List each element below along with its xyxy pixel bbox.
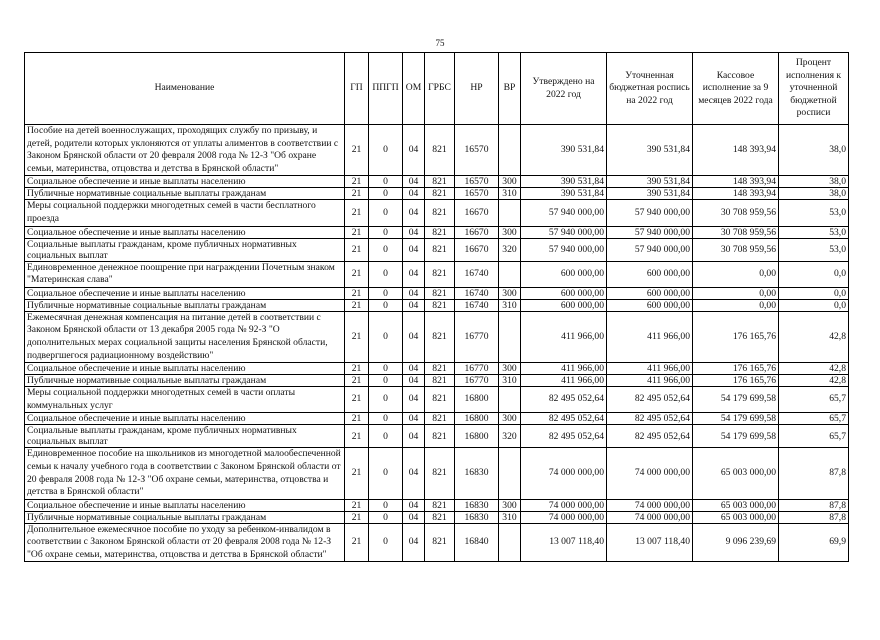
cell-ppgp: 0 (369, 200, 403, 226)
cell-vr: 300 (499, 363, 521, 375)
cell-ppgp: 0 (369, 413, 403, 425)
cell-refined: 390 531,84 (607, 188, 693, 200)
cell-ppgp: 0 (369, 387, 403, 413)
cell-om: 04 (403, 200, 425, 226)
cell-grbs: 821 (425, 125, 455, 176)
header-np: НР (455, 53, 499, 125)
cell-cash: 176 165,76 (693, 311, 779, 362)
cell-cash: 54 179 699,58 (693, 413, 779, 425)
cell-cash: 176 165,76 (693, 363, 779, 375)
cell-approved: 82 495 052,64 (521, 387, 607, 413)
cell-name: Единовременное денежное поощрение при награждении Почетным знаком "Материнская слава" (25, 261, 345, 287)
cell-approved: 74 000 000,00 (521, 511, 607, 523)
cell-ppgp: 0 (369, 125, 403, 176)
header-refined: Уточненная бюджетная роспись на 2022 год (607, 53, 693, 125)
cell-cash: 148 393,94 (693, 176, 779, 188)
cell-np: 16800 (455, 413, 499, 425)
cell-vr: 320 (499, 425, 521, 448)
cell-grbs: 821 (425, 511, 455, 523)
header-cash: Кассовое исполнение за 9 месяцев 2022 года (693, 53, 779, 125)
cell-approved: 57 940 000,00 (521, 226, 607, 238)
cell-np: 16830 (455, 511, 499, 523)
cell-grbs: 821 (425, 375, 455, 387)
header-gp: ГП (345, 53, 369, 125)
cell-om: 04 (403, 499, 425, 511)
cell-name: Социальные выплаты гражданам, кроме публичных нормативных социальных выплат (25, 425, 345, 448)
cell-ppgp: 0 (369, 311, 403, 362)
cell-name: Публичные нормативные социальные выплаты гражданам (25, 188, 345, 200)
cell-approved: 390 531,84 (521, 176, 607, 188)
table-row (25, 311, 849, 362)
cell-gp: 21 (345, 523, 369, 562)
cell-np: 16800 (455, 425, 499, 448)
cell-om: 04 (403, 287, 425, 299)
cell-approved: 390 531,84 (521, 125, 607, 176)
table-row (25, 363, 849, 375)
cell-name: Социальное обеспечение и иные выплаты населению (25, 287, 345, 299)
cell-grbs: 821 (425, 287, 455, 299)
cell-approved: 411 966,00 (521, 375, 607, 387)
cell-om: 04 (403, 387, 425, 413)
cell-gp: 21 (345, 125, 369, 176)
cell-om: 04 (403, 125, 425, 176)
cell-np: 16740 (455, 299, 499, 311)
cell-ppgp: 0 (369, 287, 403, 299)
cell-percent: 87,8 (779, 448, 849, 499)
cell-om: 04 (403, 363, 425, 375)
cell-approved: 82 495 052,64 (521, 413, 607, 425)
cell-refined: 390 531,84 (607, 176, 693, 188)
cell-gp: 21 (345, 311, 369, 362)
cell-approved: 57 940 000,00 (521, 200, 607, 226)
cell-name: Социальное обеспечение и иные выплаты населению (25, 226, 345, 238)
cell-ppgp: 0 (369, 511, 403, 523)
cell-refined: 411 966,00 (607, 375, 693, 387)
cell-cash: 65 003 000,00 (693, 511, 779, 523)
cell-percent: 38,0 (779, 176, 849, 188)
cell-vr (499, 311, 521, 362)
cell-cash: 54 179 699,58 (693, 425, 779, 448)
cell-cash: 0,00 (693, 299, 779, 311)
cell-percent: 65,7 (779, 425, 849, 448)
cell-ppgp: 0 (369, 299, 403, 311)
cell-ppgp: 0 (369, 523, 403, 562)
cell-percent: 42,8 (779, 311, 849, 362)
cell-vr (499, 387, 521, 413)
cell-np: 16670 (455, 200, 499, 226)
cell-vr (499, 523, 521, 562)
cell-name: Публичные нормативные социальные выплаты гражданам (25, 299, 345, 311)
cell-vr (499, 261, 521, 287)
cell-vr (499, 200, 521, 226)
cell-grbs: 821 (425, 425, 455, 448)
cell-grbs: 821 (425, 226, 455, 238)
cell-gp: 21 (345, 200, 369, 226)
cell-percent: 38,0 (779, 188, 849, 200)
cell-ppgp: 0 (369, 499, 403, 511)
header-approved: Утверждено на 2022 год (521, 53, 607, 125)
cell-ppgp: 0 (369, 226, 403, 238)
cell-percent: 42,8 (779, 375, 849, 387)
cell-percent: 53,0 (779, 238, 849, 261)
cell-approved: 74 000 000,00 (521, 448, 607, 499)
cell-refined: 74 000 000,00 (607, 448, 693, 499)
cell-ppgp: 0 (369, 448, 403, 499)
cell-name: Меры социальной поддержки многодетных семей в части бесплатного проезда (25, 200, 345, 226)
cell-refined: 600 000,00 (607, 287, 693, 299)
cell-percent: 0,0 (779, 261, 849, 287)
cell-cash: 176 165,76 (693, 375, 779, 387)
cell-gp: 21 (345, 413, 369, 425)
cell-np: 16740 (455, 287, 499, 299)
cell-approved: 390 531,84 (521, 188, 607, 200)
cell-gp: 21 (345, 226, 369, 238)
cell-name: Единовременное пособие на школьников из многодетной малообеспеченной семьи к началу учебного года в соответствии с Законом Брянской области от 20 февраля 2008 года № 12-З "Об охране семьи, материнства, отцовства и детства в Брянской области" (25, 448, 345, 499)
cell-refined: 600 000,00 (607, 261, 693, 287)
table-row (25, 413, 849, 425)
cell-percent: 69,9 (779, 523, 849, 562)
cell-vr: 310 (499, 511, 521, 523)
cell-gp: 21 (345, 375, 369, 387)
cell-om: 04 (403, 176, 425, 188)
cell-refined: 57 940 000,00 (607, 226, 693, 238)
header-grbs: ГРБС (425, 53, 455, 125)
table-row (25, 287, 849, 299)
cell-name: Меры социальной поддержки многодетных семей в части оплаты коммунальных услуг (25, 387, 345, 413)
cell-approved: 411 966,00 (521, 311, 607, 362)
cell-vr: 300 (499, 499, 521, 511)
cell-percent: 87,8 (779, 511, 849, 523)
cell-ppgp: 0 (369, 425, 403, 448)
cell-vr: 300 (499, 176, 521, 188)
cell-name: Ежемесячная денежная компенсация на питание детей в соответствии с Законом Брянской области от 13 декабря 2005 года № 92-З "О дополнительных мерах социальной защиты населения Брянской области, подвергшегося радиационному воздействию" (25, 311, 345, 362)
cell-np: 16770 (455, 363, 499, 375)
cell-grbs: 821 (425, 299, 455, 311)
cell-grbs: 821 (425, 238, 455, 261)
cell-refined: 57 940 000,00 (607, 200, 693, 226)
cell-gp: 21 (345, 287, 369, 299)
table-row (25, 499, 849, 511)
cell-cash: 65 003 000,00 (693, 448, 779, 499)
cell-grbs: 821 (425, 523, 455, 562)
cell-gp: 21 (345, 425, 369, 448)
table-header-row (25, 53, 849, 125)
cell-refined: 82 495 052,64 (607, 387, 693, 413)
cell-om: 04 (403, 375, 425, 387)
table-row (25, 226, 849, 238)
cell-approved: 600 000,00 (521, 299, 607, 311)
cell-gp: 21 (345, 499, 369, 511)
table-row (25, 238, 849, 261)
cell-gp: 21 (345, 238, 369, 261)
cell-grbs: 821 (425, 413, 455, 425)
cell-ppgp: 0 (369, 176, 403, 188)
cell-percent: 53,0 (779, 200, 849, 226)
cell-gp: 21 (345, 387, 369, 413)
cell-gp: 21 (345, 176, 369, 188)
cell-np: 16830 (455, 448, 499, 499)
budget-execution-table (24, 52, 849, 562)
header-vr: ВР (499, 53, 521, 125)
cell-name: Публичные нормативные социальные выплаты гражданам (25, 375, 345, 387)
cell-cash: 54 179 699,58 (693, 387, 779, 413)
cell-name: Публичные нормативные социальные выплаты гражданам (25, 511, 345, 523)
cell-grbs: 821 (425, 448, 455, 499)
cell-gp: 21 (345, 448, 369, 499)
cell-refined: 600 000,00 (607, 299, 693, 311)
cell-approved: 74 000 000,00 (521, 499, 607, 511)
header-percent: Процент исполнения к уточненной бюджетной росписи (779, 53, 849, 125)
table-row (25, 188, 849, 200)
page-number: 75 (435, 38, 445, 48)
cell-refined: 82 495 052,64 (607, 413, 693, 425)
table-row (25, 375, 849, 387)
header-ppgp: ППГП (369, 53, 403, 125)
cell-percent: 38,0 (779, 125, 849, 176)
table-row (25, 200, 849, 226)
cell-vr: 310 (499, 299, 521, 311)
cell-vr (499, 125, 521, 176)
table-row (25, 261, 849, 287)
cell-percent: 65,7 (779, 413, 849, 425)
cell-np: 16740 (455, 261, 499, 287)
cell-ppgp: 0 (369, 363, 403, 375)
cell-percent: 53,0 (779, 226, 849, 238)
cell-om: 04 (403, 511, 425, 523)
cell-grbs: 821 (425, 499, 455, 511)
cell-vr: 300 (499, 413, 521, 425)
cell-om: 04 (403, 299, 425, 311)
cell-cash: 9 096 239,69 (693, 523, 779, 562)
cell-om: 04 (403, 238, 425, 261)
cell-cash: 30 708 959,56 (693, 238, 779, 261)
cell-percent: 42,8 (779, 363, 849, 375)
table-row (25, 425, 849, 448)
cell-refined: 74 000 000,00 (607, 511, 693, 523)
cell-name: Социальное обеспечение и иные выплаты населению (25, 363, 345, 375)
cell-grbs: 821 (425, 363, 455, 375)
cell-np: 16770 (455, 375, 499, 387)
cell-om: 04 (403, 425, 425, 448)
cell-grbs: 821 (425, 200, 455, 226)
cell-om: 04 (403, 188, 425, 200)
cell-gp: 21 (345, 261, 369, 287)
cell-approved: 600 000,00 (521, 261, 607, 287)
cell-om: 04 (403, 413, 425, 425)
cell-vr: 320 (499, 238, 521, 261)
cell-cash: 30 708 959,56 (693, 200, 779, 226)
cell-refined: 411 966,00 (607, 363, 693, 375)
table-body (25, 125, 849, 562)
table-row (25, 176, 849, 188)
cell-percent: 0,0 (779, 299, 849, 311)
cell-refined: 74 000 000,00 (607, 499, 693, 511)
cell-np: 16670 (455, 226, 499, 238)
cell-gp: 21 (345, 511, 369, 523)
cell-cash: 148 393,94 (693, 188, 779, 200)
cell-name: Дополнительное ежемесячное пособие по уходу за ребенком-инвалидом в соответствии с Законом Брянской области от 20 февраля 2008 года № 12-З "Об охране семьи, материнства, отцовства и детства в Брянской области" (25, 523, 345, 562)
cell-name: Социальное обеспечение и иные выплаты населению (25, 499, 345, 511)
cell-refined: 411 966,00 (607, 311, 693, 362)
cell-approved: 411 966,00 (521, 363, 607, 375)
cell-name: Социальное обеспечение и иные выплаты населению (25, 413, 345, 425)
cell-ppgp: 0 (369, 261, 403, 287)
cell-approved: 82 495 052,64 (521, 425, 607, 448)
cell-grbs: 821 (425, 311, 455, 362)
cell-np: 16570 (455, 188, 499, 200)
cell-cash: 148 393,94 (693, 125, 779, 176)
cell-np: 16830 (455, 499, 499, 511)
table-row (25, 523, 849, 562)
cell-percent: 65,7 (779, 387, 849, 413)
cell-approved: 57 940 000,00 (521, 238, 607, 261)
cell-om: 04 (403, 448, 425, 499)
cell-cash: 0,00 (693, 287, 779, 299)
cell-np: 16570 (455, 125, 499, 176)
table-row (25, 125, 849, 176)
cell-grbs: 821 (425, 176, 455, 188)
cell-refined: 57 940 000,00 (607, 238, 693, 261)
cell-percent: 87,8 (779, 499, 849, 511)
cell-cash: 65 003 000,00 (693, 499, 779, 511)
cell-ppgp: 0 (369, 238, 403, 261)
cell-ppgp: 0 (369, 188, 403, 200)
cell-approved: 600 000,00 (521, 287, 607, 299)
cell-name: Социальные выплаты гражданам, кроме публичных нормативных социальных выплат (25, 238, 345, 261)
cell-np: 16770 (455, 311, 499, 362)
header-om: ОМ (403, 53, 425, 125)
cell-gp: 21 (345, 299, 369, 311)
cell-om: 04 (403, 311, 425, 362)
cell-name: Социальное обеспечение и иные выплаты населению (25, 176, 345, 188)
cell-approved: 13 007 118,40 (521, 523, 607, 562)
header-name: Наименование (25, 53, 345, 125)
cell-cash: 30 708 959,56 (693, 226, 779, 238)
cell-grbs: 821 (425, 188, 455, 200)
cell-cash: 0,00 (693, 261, 779, 287)
cell-name: Пособие на детей военнослужащих, проходящих службу по призыву, и детей, родители которых уклоняются от уплаты алиментов в соответствии с Законом Брянской области от 20 февраля 2008 года № 12-З "Об охране семьи, материнства, отцовства и детства в Брянской области" (25, 125, 345, 176)
cell-np: 16840 (455, 523, 499, 562)
table-row (25, 299, 849, 311)
cell-vr (499, 448, 521, 499)
cell-grbs: 821 (425, 387, 455, 413)
cell-vr: 300 (499, 226, 521, 238)
table-row (25, 387, 849, 413)
cell-om: 04 (403, 226, 425, 238)
cell-grbs: 821 (425, 261, 455, 287)
cell-om: 04 (403, 261, 425, 287)
cell-vr: 310 (499, 375, 521, 387)
cell-vr: 310 (499, 188, 521, 200)
cell-gp: 21 (345, 363, 369, 375)
cell-refined: 82 495 052,64 (607, 425, 693, 448)
cell-refined: 390 531,84 (607, 125, 693, 176)
cell-ppgp: 0 (369, 375, 403, 387)
cell-gp: 21 (345, 188, 369, 200)
cell-np: 16670 (455, 238, 499, 261)
cell-refined: 13 007 118,40 (607, 523, 693, 562)
cell-om: 04 (403, 523, 425, 562)
cell-np: 16800 (455, 387, 499, 413)
cell-np: 16570 (455, 176, 499, 188)
cell-vr: 300 (499, 287, 521, 299)
table-row (25, 448, 849, 499)
cell-percent: 0,0 (779, 287, 849, 299)
table-row (25, 511, 849, 523)
